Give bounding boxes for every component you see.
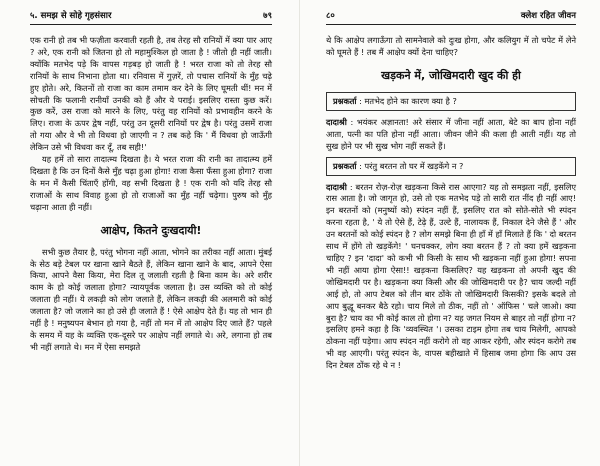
dialogue [326, 92, 576, 372]
paragraph: एक रानी हो तब भी फज़ीता करवाती रहती है, तब तेरह सौ रानियों में क्या पार आए ? अरे, एक रानी को जितना हो तो महामुश्किल हो जाता है ! जीतो ही नहीं जाती। क्योंकि मतभेद पड़े कि वापस गड़बड़ हो जाती है ! भरत राजा को तो तेरह सौ रानियों के साथ निभाना होता था। रनिवास में गुज़रें, तो पचास रानियों के मुँह चढ़े हुए होते। अरे, कितनों तो राजा का काम तमाम कर देने के लिए घूमती थीं! मन में सोचती कि फलानी रानीयाँ उनकी को हैं और ये पराई। इसलिए रास्ता कुछ करें। कुछ करें, उस राजा को मारने के लिए, परंतु वह रानियों को प्रभावहीन करने के लिए। राजा के ऊपर द्वेष नहीं, परंतु उन दूसरी रानियों पर द्वेष है। परंतु उसमें राजा तो गया और वे भी तो विधवा हो जाएगी न ? तब कहे कि ' मैं विधवा हो जाऊँगी लेकिन उसे भी विधवा कर दूँ, तब सही!' [30, 35, 272, 153]
speaker-label: प्रश्नकर्ता [333, 160, 357, 171]
speaker-label: दादाश्री [326, 181, 347, 192]
paragraph: थे कि आक्षेप लगाऊँगा तो सामनेवाले को दुःख होगा, और कलियुग में तो चपेट में लेने को घूमते हैं ! तब मैं आक्षेप क्यों देना चाहिए? [326, 35, 576, 57]
right-page [300, 0, 600, 466]
paragraph: यह हमें तो सारा तादात्म्य दिखता है। ये भरत राजा की रानी का तादात्म्य हमें दिखता है कि उन दिनों कैसे मुँह चढ़ा हुआ होगा! राजा कैसा फँसा हुआ होगा? राजा के मन में कैसी चिंताएँ होंगी, वह सभी दिखता है ! एक रानी को यदि तेरह सौ राजाओं के साथ विवाह हुआ हो तो राजाओं का मुँह नहीं चढ़ेगा। पुरुष को मुँह चढ़ाना आता ही नहीं। [30, 154, 272, 212]
page-number: ७९ [263, 11, 272, 21]
speaker-label: दादाश्री [326, 116, 347, 127]
speaker-label: प्रश्नकर्ता [333, 95, 357, 106]
right-page-header [326, 10, 576, 25]
left-page-header [30, 10, 272, 25]
paragraph: सभी कुछ तैयार है, परंतु भोगना नहीं आता, भोगने का तरीका नहीं आता। मुंबई के सेठ बड़े टेबल पर खाना खाने बैठते हैं, लेकिन खाना खाने के बाद, आपने ऐसा किया, आपने वैसा किया, मेरा दिल तू जलाती रहती है बिना काम के। अरे शरीर काम के हो कोई जलाता होगा? न्यायपूर्वक जलाता है। उस व्यक्ति को तो कोई जलाता ही नहीं। ये लकड़ी को लोग जलाते हैं, लेकिन लकड़ी की अलमारी को कोई जलाता है? जो जलाने का हो उसे ही जलाते हैं ! ऐसे आक्षेप देते हैं। यह तो भान ही नहीं है ! मनुष्यपन बेभान हो गया है, नहीं तो मन में तो आक्षेप दिए जाते हैं? पहले के समय में यह के व्यक्ति एक-दूसरे पर आक्षेप नहीं लगाते थे। अरे, लगाना हो तब भी नहीं लगाते थे। मन में ऐसा समझते [30, 246, 272, 352]
section-heading: खड़कने में, जोखिमदारी खुद की ही [381, 68, 521, 82]
question-text: : मतभेद होने का कारण क्या है ? [359, 95, 457, 106]
page-number: ८० [326, 11, 335, 21]
answer-text: : भयंकर अज्ञानता! अरे संसार में जीना नहीं आता, बेटे का बाप होना नहीं आता, पत्नी का पति होना नहीं आता। जीवन जीने की कला ही आती नहीं। यह तो सुख होने पर भी सुख भोग नहीं सकते हैं। [326, 116, 576, 151]
question-box [326, 92, 576, 111]
question-box [326, 157, 576, 176]
answer-text: : बरतन रोज़-रोज़ खड़कना किसे रास आएगा? यह तो समझता नहीं, इसलिए रास आता है। जो जागृत हो, उसे तो एक मतभेद पड़े तो सारी रात नींद ही नहीं आए! इन बरतनों को (मनुष्यों को) स्पंदन नहीं हैं, इसलिए रात को सोते-सोते भी स्पंदन करना रहता है, ' ये तो ऐसे हैं, टेढ़े हैं, उल्टे हैं, नालायक हैं, निकाल देने जैसे हैं ' और उन बरतनों को कोई स्पंदन है ? लोग समझे बिना ही हाँ में हाँ मिलाते हैं कि ' दो बरतन साथ में होंगे तो खड़केंगे! ' घनचक्कर, लोग क्या बरतन हैं ? तो क्या हमें खड़कना चाहिए ? इन 'दादा' को कभी भी किसी के साथ भी खड़कना नहीं हुआ होगा! सपना भी नहीं आया होगा ऐसा!! खड़कना किसलिए? यह खड़कना तो अपनी खुद की जोखिमदारी पर है। खड़कना क्या किसी और की जोखिमदारी पर है? चाय जल्दी नहीं आई हो, तो आप टेबल को तीन बार ठोंके तो जोखिमदारी किसकी? इसके बदले तो आप बुद्धू बनकर बैठे रहो। चाय मिले तो ठीक, नहीं तो ' ऑफिस ' चले जाओ। क्या बुरा है? चाय का भी कोई काल तो होगा न? यह जगत नियम से बाहर तो नहीं होगा न? इसलिए हमने कहा है कि 'व्यवस्थित '। उसका टाइम होगा तब चाय मिलेगी, आपको ठोकना नहीं पड़ेगा। आप स्पंदन नहीं करोगे तो वह आकर रहेगी, और स्पंदन करोगे तब भी वह आएगी। परंतु स्पंदन के, वापस बहीखाते में हिसाब जमा होगा कि आप उस दिन टेबल ठोंक रहे थे न ! [326, 181, 576, 371]
section-heading: आक्षेप, कितने दुःखदायी! [100, 223, 202, 237]
answer [326, 182, 576, 373]
answer [326, 117, 576, 153]
question-text: : परंतु बरतन तो घर में खड़केंगे न ? [359, 160, 464, 171]
book-title: क्लेश रहित जीवन [520, 11, 576, 21]
chapter-title: ५. समझ से सोहे गृहसंसार [30, 11, 112, 21]
